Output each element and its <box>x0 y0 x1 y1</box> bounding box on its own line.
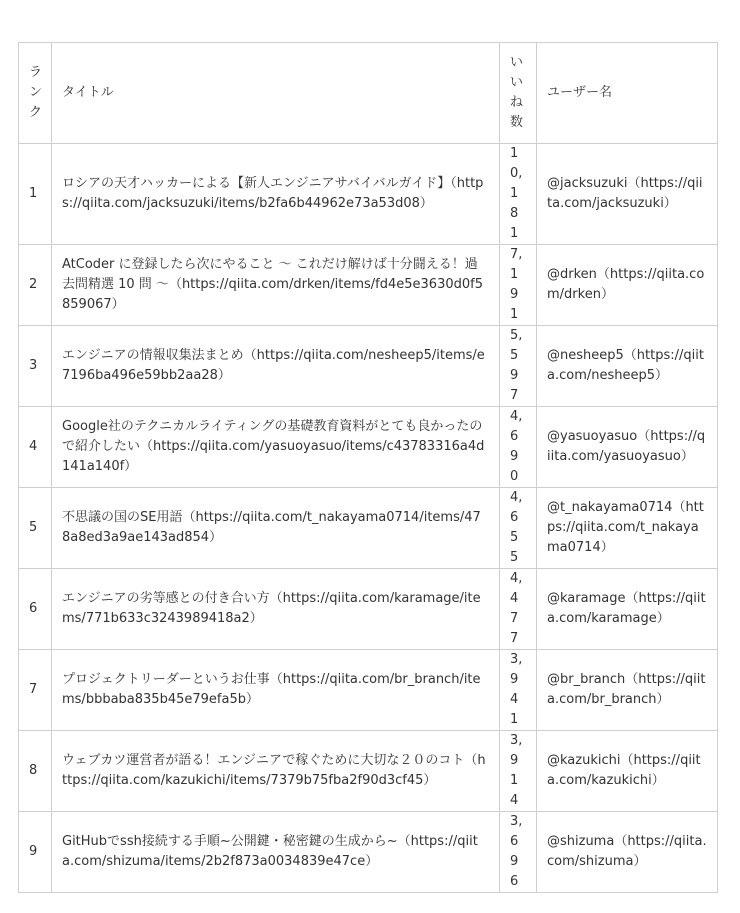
title-cell: Google社のテクニカルライティングの基礎教育資料がとても良かったので紹介したい（https://qiita.com/yasuoyasuo/items/c43783316a4d141a140f） <box>52 407 500 488</box>
table-row <box>19 650 718 731</box>
likes-cell: 4,655 <box>500 488 537 569</box>
user-cell: @kazukichi（https://qiita.com/kazukichi） <box>537 731 718 812</box>
rank-cell: 9 <box>19 812 52 893</box>
rank-cell: 4 <box>19 407 52 488</box>
user-cell: @drken（https://qiita.com/drken） <box>537 245 718 326</box>
likes-cell: 7,191 <box>500 245 537 326</box>
likes-cell: 3,914 <box>500 731 537 812</box>
user-cell: @jacksuzuki（https://qiita.com/jacksuzuki） <box>537 144 718 245</box>
user-cell: @br_branch（https://qiita.com/br_branch） <box>537 650 718 731</box>
title-cell: エンジニアの劣等感との付き合い方（https://qiita.com/karamage/items/771b633c3243989418a2） <box>52 569 500 650</box>
header-row <box>19 43 718 144</box>
rank-cell: 8 <box>19 731 52 812</box>
table-row <box>19 407 718 488</box>
likes-cell: 4,477 <box>500 569 537 650</box>
rank-cell: 5 <box>19 488 52 569</box>
ranking-table <box>18 42 718 893</box>
rank-cell: 2 <box>19 245 52 326</box>
table-header <box>19 43 718 144</box>
user-cell: @karamage（https://qiita.com/karamage） <box>537 569 718 650</box>
table-row <box>19 812 718 893</box>
title-cell: ウェブカツ運営者が語る！エンジニアで稼ぐために大切な２０のコト（https://qiita.com/kazukichi/items/7379b75fba2f90d3cf45） <box>52 731 500 812</box>
table-row <box>19 245 718 326</box>
rank-cell: 1 <box>19 144 52 245</box>
table-row <box>19 488 718 569</box>
likes-cell: 10,181 <box>500 144 537 245</box>
title-cell: ロシアの天才ハッカーによる【新人エンジニアサバイバルガイド】（https://qiita.com/jacksuzuki/items/b2fa6b44962e73a53d08） <box>52 144 500 245</box>
table-row <box>19 326 718 407</box>
header-title: タイトル <box>52 43 500 144</box>
likes-cell: 5,597 <box>500 326 537 407</box>
title-cell: プロジェクトリーダーというお仕事（https://qiita.com/br_branch/items/bbbaba835b45e79efa5b） <box>52 650 500 731</box>
rank-cell: 7 <box>19 650 52 731</box>
likes-cell: 4,690 <box>500 407 537 488</box>
table-body <box>19 144 718 893</box>
header-rank: ランク <box>19 43 52 144</box>
title-cell: GitHubでssh接続する手順~公開鍵・秘密鍵の生成から~（https://qiita.com/shizuma/items/2b2f873a0034839e47ce） <box>52 812 500 893</box>
rank-cell: 6 <box>19 569 52 650</box>
title-cell: 不思議の国のSE用語（https://qiita.com/t_nakayama0714/items/478a8ed3a9ae143ad854） <box>52 488 500 569</box>
table-row <box>19 731 718 812</box>
user-cell: @t_nakayama0714（https://qiita.com/t_nakayama0714） <box>537 488 718 569</box>
user-cell: @yasuoyasuo（https://qiita.com/yasuoyasuo） <box>537 407 718 488</box>
header-likes: いいね数 <box>500 43 537 144</box>
table-row <box>19 569 718 650</box>
user-cell: @nesheep5（https://qiita.com/nesheep5） <box>537 326 718 407</box>
header-user: ユーザー名 <box>537 43 718 144</box>
title-cell: エンジニアの情報収集法まとめ（https://qiita.com/nesheep5/items/e7196ba496e59bb2aa28） <box>52 326 500 407</box>
table-row <box>19 144 718 245</box>
user-cell: @shizuma（https://qiita.com/shizuma） <box>537 812 718 893</box>
rank-cell: 3 <box>19 326 52 407</box>
title-cell: AtCoder に登録したら次にやること ～ これだけ解けば十分闘える！過去問精選 10 問 ～（https://qiita.com/drken/items/fd4e5e3630d0f5859067） <box>52 245 500 326</box>
likes-cell: 3,696 <box>500 812 537 893</box>
likes-cell: 3,941 <box>500 650 537 731</box>
